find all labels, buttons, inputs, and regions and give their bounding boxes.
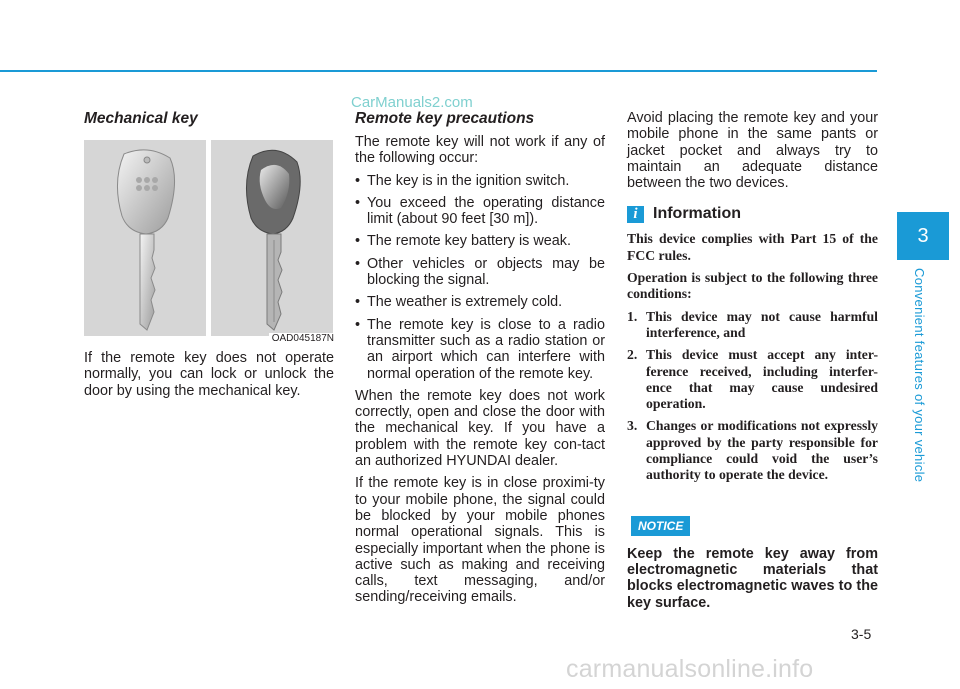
mechanical-key-text: If the remote key does not operate normally, you can lock or unlock the door by using the mechanical key.	[84, 350, 334, 399]
precautions-list	[355, 173, 605, 382]
mechanical-key-back-icon	[211, 140, 333, 336]
conditions-intro: Operation is subject to the following three conditions:	[627, 270, 878, 302]
column-remote-precautions	[355, 110, 605, 612]
mobile-phone-paragraph: Avoid placing the remote key and your mobile phone in the same pants or jacket pocket and always try to maintain an adequate distance between the two devices.	[627, 110, 878, 192]
chapter-title: Convenient features of your vehicle	[912, 268, 927, 483]
information-header	[627, 205, 878, 223]
information-icon: i	[627, 206, 644, 223]
heading-remote-key-precautions: Remote key precautions	[355, 110, 535, 127]
precautions-intro: The remote key will not work if any of the following occur:	[355, 134, 605, 167]
fcc-compliance-text: This device complies with Part 15 of the FCC rules.	[627, 231, 878, 263]
watermark-bottom: carmanualsonline.info	[566, 655, 814, 683]
list-item: • The remote key is close to a radio transmitter such as a radio station or an airport which can interfere with normal operation of the remote key.	[355, 317, 605, 382]
key-panel-left	[84, 140, 206, 336]
notice-badge: NOTICE	[631, 516, 690, 536]
column-information	[627, 110, 878, 611]
list-item: • You exceed the operating distance limit (about 90 feet [30 m]).	[355, 195, 605, 228]
page-number: 3-5	[851, 626, 872, 642]
conditions-list	[627, 309, 878, 484]
notice-text: Keep the remote key away from electromagnetic materials that blocks electromagnetic waves to the key surface.	[627, 545, 878, 611]
information-title: Information	[653, 205, 741, 223]
key-illustration	[84, 140, 334, 344]
heading-mechanical-key: Mechanical key	[84, 110, 198, 127]
chapter-tab: 3	[897, 212, 949, 260]
mechanical-key-front-icon	[84, 140, 206, 336]
list-item: 2. This device must accept any inter-ference received, including interfer-ence that may cause undesired operation.	[627, 347, 878, 412]
image-code: OAD045187N	[269, 333, 334, 344]
list-item: • Other vehicles or objects may be blocking the signal.	[355, 256, 605, 289]
watermark-top: CarManuals2.com	[351, 94, 473, 111]
list-item: 1. This device may not cause harmful interference, and	[627, 308, 878, 340]
list-item: • The weather is extremely cold.	[355, 294, 605, 310]
column-mechanical-key	[84, 110, 334, 405]
list-item: • The key is in the ignition switch.	[355, 173, 605, 189]
precautions-paragraph-1: When the remote key does not work correctly, open and close the door with the mechanical key. If you have a problem with the remote key con-tact an authorized HYUNDAI dealer.	[355, 387, 605, 470]
list-item: • The remote key battery is weak.	[355, 233, 605, 249]
information-body	[627, 231, 878, 483]
precautions-paragraph-2: If the remote key is in close proximi-ty to your mobile phone, the signal could be blocked by your mobile phones normal operational signals. This is especially important when the phone is active such as making and receiving calls, text messaging, and/or sending/receiving emails.	[355, 475, 605, 606]
list-item: 3. Changes or modifications not expressly approved by the party responsible for compliance could void the user’s authority to operate the device.	[627, 418, 878, 483]
key-panel-right	[211, 140, 333, 336]
header-rule	[0, 70, 877, 72]
